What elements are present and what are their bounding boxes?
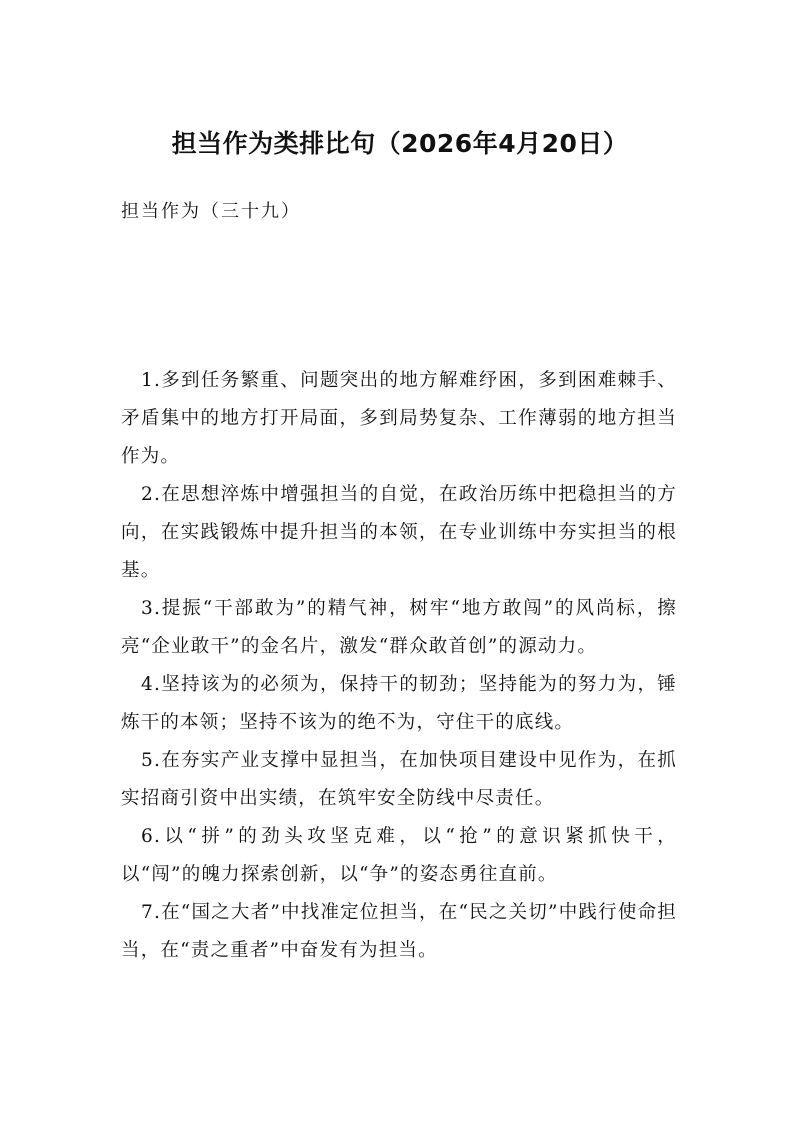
list-item: 7.在“国之大者”中找准定位担当，在“民之关切”中践行使命担当，在“责之重者”中奋发有为担当。: [121, 902, 677, 961]
document-title: 担当作为类排比句（2026年4月20日）: [171, 129, 629, 158]
list-item: 3.提振“干部敢为”的精气神，树牢“地方敢闯”的风尚标，擦亮“企业敢干”的金名片，激发“群众敢首创”的源动力。: [121, 598, 677, 657]
list-item: 4.坚持该为的必须为，保持干的韧劲；坚持能为的努力为，锤炼干的本领；坚持不该为的绝不为，守住干的底线。: [121, 674, 677, 733]
list-item: 5.在夯实产业支撑中显担当，在加快项目建设中见作为，在抓实招商引资中出实绩，在筑牢安全防线中尽责任。: [121, 750, 677, 809]
list-item: 6.以“拼”的劲头攻坚克难，以“抢”的意识紧抓快干，以“闯”的魄力探索创新，以“争”的姿态勇往直前。: [121, 826, 677, 885]
list-item: 2.在思想淬炼中增强担当的自觉，在政治历练中把稳担当的方向，在实践锻炼中提升担当的本领，在专业训练中夯实担当的根基。: [121, 484, 677, 581]
list-item: 1.多到任务繁重、问题突出的地方解难纾困，多到困难棘手、矛盾集中的地方打开局面，多到局势复杂、工作薄弱的地方担当作为。: [121, 370, 677, 467]
document-subtitle: 担当作为（三十九）: [121, 201, 301, 222]
sentence-list: [121, 362, 677, 970]
